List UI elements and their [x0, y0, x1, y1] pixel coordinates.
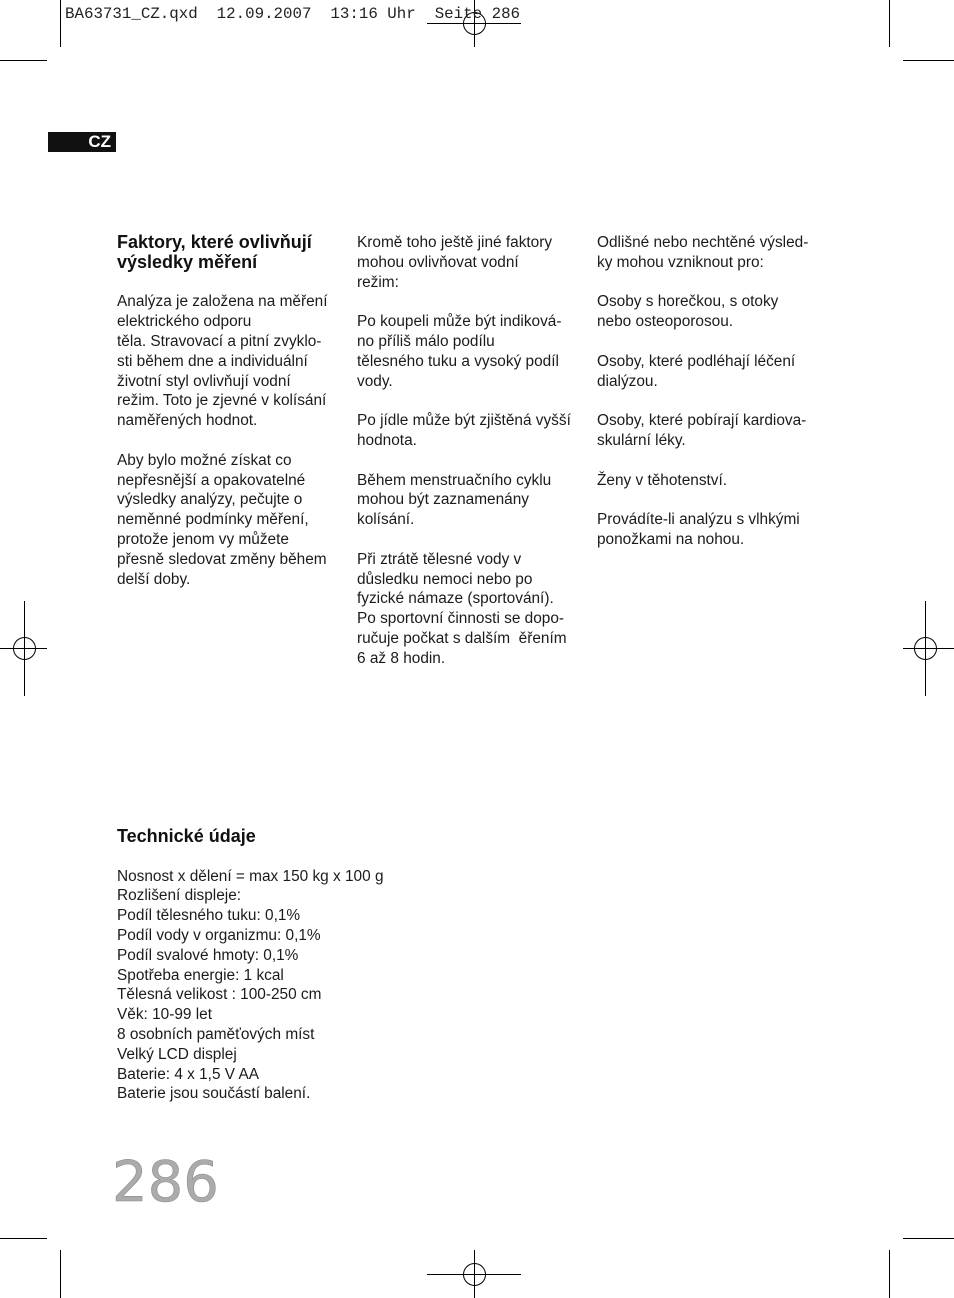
- spec-line: Baterie jsou součástí balení.: [117, 1085, 311, 1103]
- factors-column-3: [597, 233, 827, 570]
- paragraph: Provádíte-li analýzu s vlhkými ponožkami na nohou.: [597, 511, 800, 548]
- page-number: 286: [112, 1150, 219, 1215]
- paragraph: Při ztrátě tělesné vody v důsledku nemoci nebo po fyzické námaze (sportování). Po sportovní činnosti se dopo- ručuje počkat s dalším ěřením 6 až 8 hodin.: [357, 550, 567, 667]
- registration-mark-bottom: [427, 1250, 521, 1298]
- print-slug: BA63731_CZ.qxd 12.09.2007 13:16 Uhr Seite 286: [65, 5, 521, 23]
- spec-line: Baterie: 4 x 1,5 V AA: [117, 1065, 260, 1083]
- paragraph: Odlišné nebo nechtěné výsled- ky mohou vzniknout pro:: [597, 234, 809, 271]
- crop-mark-bottom-left: [0, 1239, 61, 1298]
- technical-section: [117, 827, 517, 1104]
- factors-column-2: [357, 233, 587, 688]
- crop-mark-top-left: [0, 0, 61, 61]
- paragraph: Osoby, které podléhají léčení dialýzou.: [597, 352, 796, 390]
- spec-line: Podíl svalové hmoty: 0,1%: [117, 946, 299, 964]
- paragraph: Osoby, které pobírají kardiova- skulární léky.: [597, 412, 807, 449]
- spec-line: 8 osobních paměťových míst: [117, 1025, 315, 1043]
- registration-mark-right: [903, 601, 954, 696]
- spec-line: Rozlišení displeje:: [117, 887, 242, 905]
- paragraph: Analýza je založena na měření elektrického odporu těla. Stravovací a pitní zvyklo- sti během dne a individuální životní styl ovlivňují vodní režim. Toto je zjevné v kolísání naměřených hodnot.: [117, 293, 328, 430]
- paragraph: Aby bylo možné získat co nepřesnější a opakovatelné výsledky analýzy, pečujte o neměnné podmínky měření, protože jenom vy můžete přesně sledovat změny během delší doby.: [117, 451, 327, 588]
- registration-mark-left: [0, 601, 47, 696]
- paragraph: Po jídle může být zjištěná vyšší hodnota.: [357, 412, 571, 449]
- spec-line: Podíl vody v organizmu: 0,1%: [117, 926, 321, 944]
- factors-title: Faktory, které ovlivňují výsledky měření: [117, 232, 312, 272]
- spec-list: [117, 867, 517, 1105]
- spec-line: Spotřeba energie: 1 kcal: [117, 966, 284, 984]
- factors-column-1: [117, 233, 347, 609]
- paragraph: Ženy v těhotenství.: [597, 471, 728, 489]
- paragraph: Po koupeli může být indiková- no příliš málo podílu tělesného tuku a vysoký podíl vody.: [357, 313, 562, 390]
- spec-line: Nosnost x dělení = max 150 kg x 100 g: [117, 867, 384, 885]
- crop-mark-top-right: [890, 0, 954, 61]
- spec-line: Velký LCD displej: [117, 1045, 237, 1063]
- technical-title: Technické údaje: [117, 826, 256, 846]
- spec-line: Tělesná velikost : 100-250 cm: [117, 986, 322, 1004]
- paragraph: Osoby s horečkou, s otoky nebo osteoporosou.: [597, 293, 779, 331]
- spec-line: Podíl tělesného tuku: 0,1%: [117, 907, 301, 925]
- paragraph: Kromě toho ještě jiné faktory mohou ovlivňovat vodní režim:: [357, 234, 553, 291]
- spec-line: Věk: 10-99 let: [117, 1006, 212, 1024]
- paragraph: Během menstruačního cyklu mohou být zaznamenány kolísání.: [357, 471, 552, 529]
- crop-mark-bottom-right: [890, 1239, 954, 1298]
- language-tab: CZ: [48, 132, 116, 152]
